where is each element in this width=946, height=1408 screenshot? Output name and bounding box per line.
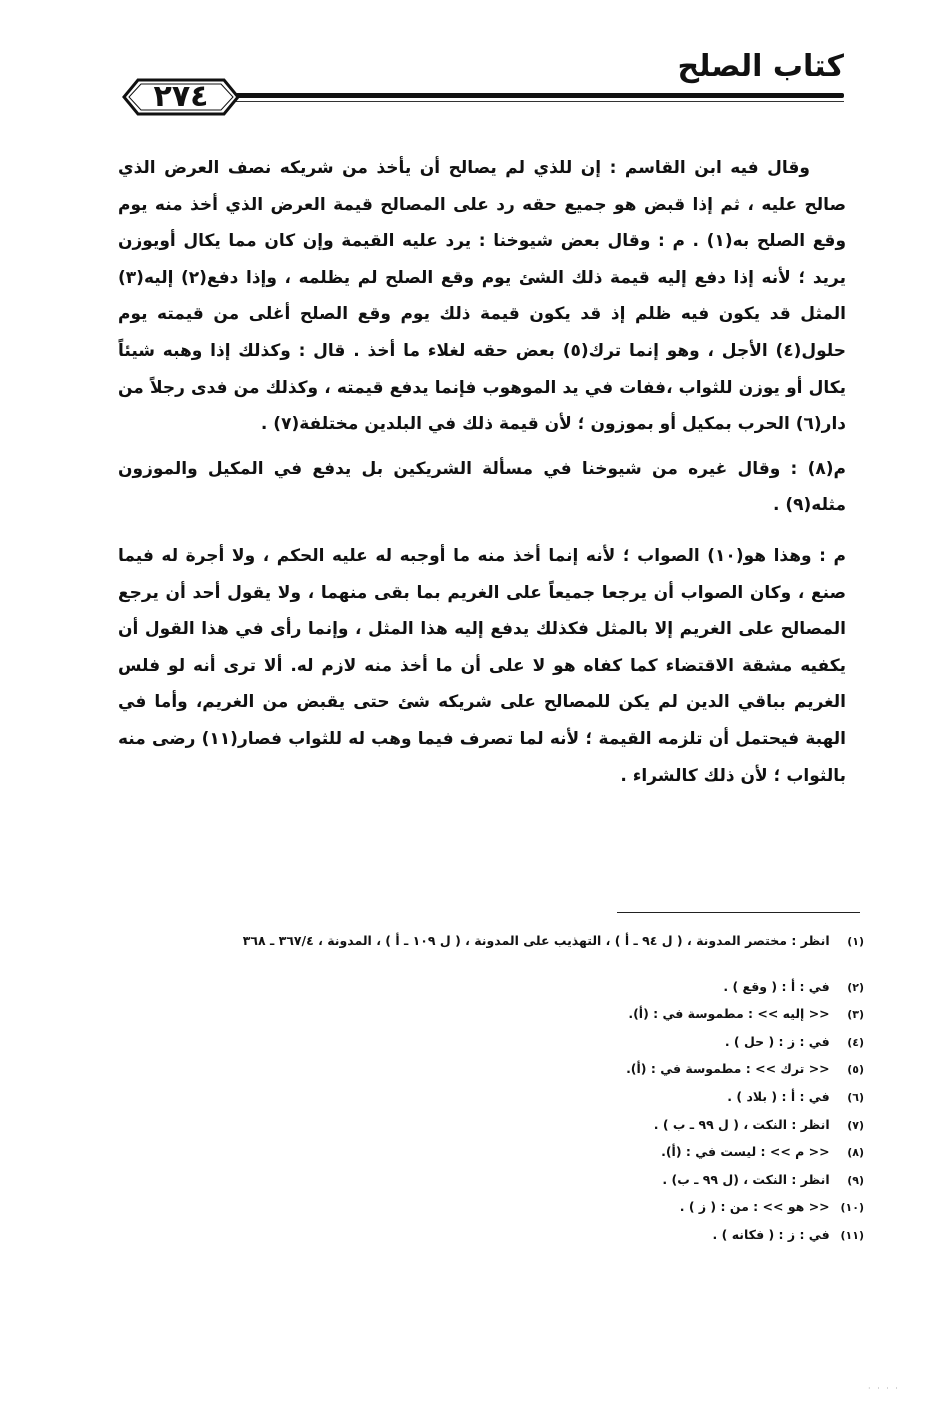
footnote-mark: (٦) — [847, 1090, 864, 1104]
footnote-text: << هو >> : من : ( ز ) . — [679, 1199, 830, 1215]
footnote-text: انظر : النكت ، (ل ٩٩ ـ ب) . — [662, 1171, 830, 1187]
paragraph: م : وهذا هو(١٠) الصواب ؛ لأنه إنما أخذ منه ما أوجبه له عليه الحكم ، ولا أجرة له فيما صنع ، وكان الصواب أن يرجعا جميعاً على الغريم بما بقى منهما ، ولا يقول أحد أن يرجع المصالح على الغريم إلا بالمثل فكذلك يدفع إليه هذا المثل ، وإنما رأى في هذا القول أن يكفيه مشقة الاقتضاء كما كفاه هو لا على أن ما أخذ منه لازم له. ألا ترى أنه لو فلس الغريم بباقي الدين لم يكن للمصالح على شريكه شئ حتى يقبض من الغريم، وأما في الهبة فيحتمل أن تلزمه القيمة ؛ لأنه لما تصرف فيما وهب له للثواب فصار(١١) رضى منه بالثواب ؛ لأن ذلك كالشراء . — [118, 545, 847, 786]
footnote-text: في : أ : ( بلاد ) . — [727, 1088, 830, 1104]
footnote-text: انظر : مختصر المدونة ، ( ل ٩٤ ـ أ ) ، التهذيب على المدونة ، ( ل ١٠٩ ـ أ ) ، المدونة ، ٣٦٧/٤ ـ ٣٦٨ — [242, 933, 830, 948]
footnote-text: << ترك >> : مطموسة في : (أ). — [626, 1061, 830, 1077]
footnote — [124, 1222, 864, 1250]
scan-artifact: · · · · — [868, 1384, 900, 1393]
footnote-mark: (٨) — [847, 1146, 864, 1160]
running-title: كتاب الصلح — [677, 49, 844, 84]
footnote-mark: (٣) — [847, 1008, 864, 1022]
paragraph: وقال فيه ابن القاسم : إن للذي لم يصالح أن يأخذ من شريكه نصف العرض الذي صالح عليه ، ثم إذا قبض هو جميع حقه رد على المصالح قيمة العرض الذي أخذ منه يوم وقع الصلح به(١) . م : وقال بعض شيوخنا : يرد عليه القيمة وإن كان مما يكال أويوزن يريد ؛ لأنه إذا دفع إليه قيمة ذلك الشئ يوم وقع الصلح لم يظلمه ، وإذا دفع(٢) إليه(٣) المثل قد يكون فيه ظلم إذ قد يكون قيمة ذلك يوم وقع الصلح أغلى من قيمته يوم حلول(٤) الأجل ، وهو إنما ترك(٥) بعض حقه لغلاء ما أخذ . قال : وكذلك إذا وهبه شيئاً يكال أو يوزن للثواب ،ففات في يد الموهوب فإنما يدفع قيمته ، وكذلك من فدى رجلاً من دار(٦) الحرب بمكيل أو بموزون ؛ لأن قيمة ذلك في البلدين مختلفة(٧) . — [118, 158, 847, 435]
footnote-mark: (٥) — [847, 1063, 864, 1077]
footnote-mark: (١١) — [840, 1228, 864, 1242]
main-text — [118, 150, 846, 794]
footnote — [124, 1112, 864, 1140]
footnote-text: في : أ : ( وقع ) . — [723, 978, 830, 994]
footnote — [124, 1001, 864, 1029]
footnote-text: << إليه >> : مطموسة في : (أ). — [628, 1006, 830, 1022]
paragraph: م(٨) : وقال غيره من شيوخنا في مسألة الشريكين بل يدفع في المكيل والموزون مثله(٩) . — [118, 458, 846, 516]
footnote-mark: (٧) — [847, 1118, 864, 1132]
footnote — [124, 1194, 864, 1222]
footnote-mark: (٩) — [847, 1173, 864, 1187]
footnote-text: انظر : النكت ، ( ل ٩٩ ـ ب ) . — [653, 1116, 830, 1132]
footnote-list — [124, 928, 864, 1250]
footnote-mark: (١) — [847, 935, 864, 948]
footnote-mark: (١٠) — [840, 1201, 864, 1215]
page-header — [0, 0, 946, 130]
footnote-text: في : ز : ( فكانه ) . — [712, 1226, 830, 1242]
footnote — [124, 974, 864, 1002]
footnote — [124, 1167, 864, 1195]
page-number-badge — [122, 75, 240, 119]
page-number: ٢٧٤ — [153, 79, 209, 114]
footnote-text: << م >> : ليست في : (أ). — [661, 1144, 830, 1160]
header-rule-thin — [230, 101, 844, 102]
footnote — [124, 1139, 864, 1167]
footnote-separator — [617, 912, 860, 913]
footnote — [124, 928, 864, 956]
footnote — [124, 1056, 864, 1084]
footnote-mark: (٤) — [847, 1035, 864, 1049]
header-rule — [230, 93, 844, 98]
footnote-text: في : ز : ( حل ) . — [724, 1033, 830, 1049]
footnote — [124, 1084, 864, 1112]
footnote-mark: (٢) — [847, 980, 864, 994]
footnote — [124, 1029, 864, 1057]
